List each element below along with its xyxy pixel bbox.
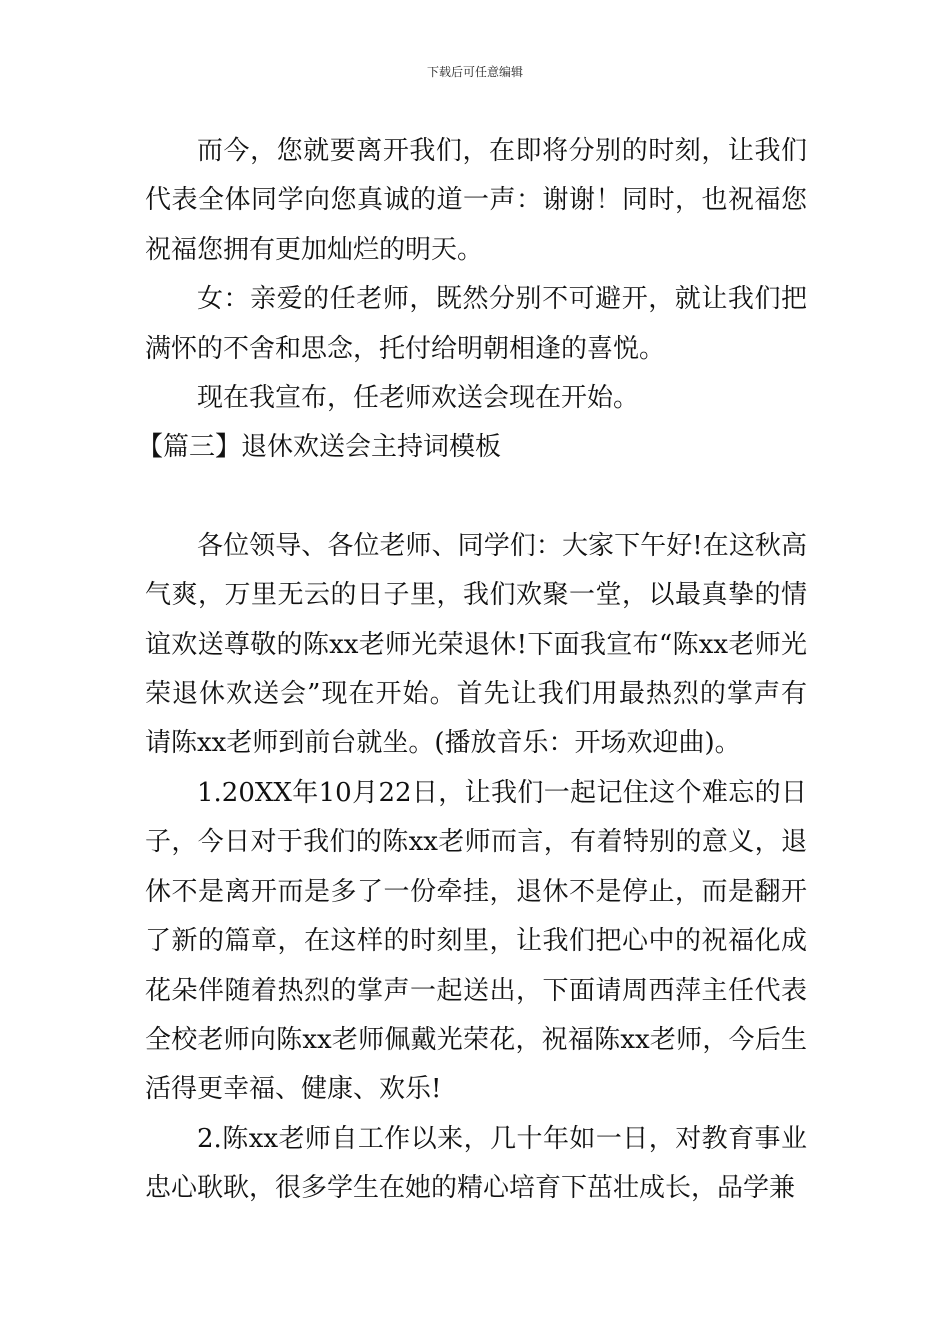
paragraph-item-2: 2.陈xx老师自工作以来，几十年如一日，对教育事业忠心耿耿，很多学生在她的精心培育下茁壮成长，品学兼 <box>145 1123 807 1204</box>
paragraph-announcement: 现在我宣布，任老师欢送会现在开始。 <box>197 383 640 414</box>
blank-line <box>145 473 807 522</box>
paragraph-female-host: 女：亲爱的任老师，既然分别不可避开，就让我们把满怀的不舍和思念，托付给明朝相逢的喜悦。 <box>145 284 807 364</box>
page-header: 下载后可任意编辑 <box>426 65 523 79</box>
paragraph-opening: 各位领导、各位老师、同学们：大家下午好!在这秋高气爽，万里无云的日子里，我们欢聚一堂，以最真挚的情谊欢送尊敬的陈xx老师光荣退休!下面我宣布“陈xx老师光荣退休欢送会”现在开始。首先让我们用最热烈的掌声有请陈xx老师到前台就坐。(播放音乐：开场欢迎曲)。 <box>145 530 807 759</box>
section-heading: 【篇三】退休欢送会主持词模板 <box>137 432 502 463</box>
paragraph-farewell: 而今，您就要离开我们，在即将分别的时刻，让我们代表全体同学向您真诚的道一声：谢谢！同时，也祝福您祝福您拥有更加灿烂的明天。 <box>145 136 807 265</box>
paragraph-item-1: 1.20XX年10月22日，让我们一起记住这个难忘的日子，今日对于我们的陈xx老师而言，有着特别的意义，退休不是离开而是多了一份牵挂，退休不是停止，而是翻开了新的篇章，在这样的时刻里，让我们把心中的祝福化成花朵伴随着热烈的掌声一起送出，下面请周西萍主任代表全校老师向陈xx老师佩戴光荣花，祝福陈xx老师，今后生活得更幸福、健康、欢乐! <box>145 777 807 1105</box>
document-body <box>137 127 807 1214</box>
